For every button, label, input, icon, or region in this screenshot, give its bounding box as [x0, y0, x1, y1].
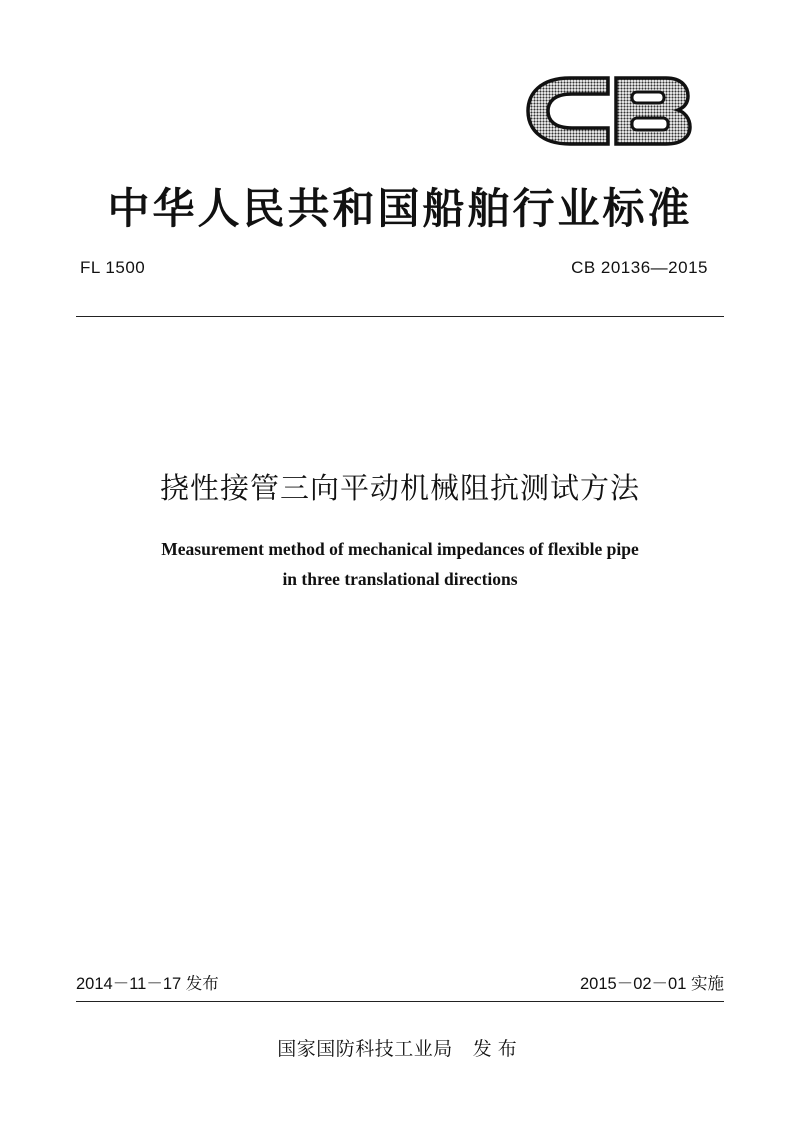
standard-category-title: 中华人民共和国船舶行业标准 — [107, 184, 693, 233]
english-title-line-1: Measurement method of mechanical impedances of flexible pipe — [161, 539, 639, 559]
document-title-english — [60, 534, 740, 594]
publisher-line — [0, 1034, 800, 1061]
english-title-line-2: in three translational directions — [282, 569, 518, 589]
classification-code: FL 1500 — [80, 258, 146, 277]
header-divider — [76, 316, 724, 317]
standard-number: CB 20136—2015 — [571, 258, 708, 277]
publisher-action: 发布 — [472, 1038, 523, 1060]
issue-date: 2014－11－17 发布 — [76, 975, 219, 993]
publisher-organization: 国家国防科技工业局 — [277, 1038, 453, 1060]
implementation-date: 2015－02－01 实施 — [580, 975, 724, 993]
document-title-chinese: 挠性接管三向平动机械阻抗测试方法 — [159, 471, 640, 505]
cb-logo-icon — [524, 72, 692, 150]
footer-divider — [76, 1001, 724, 1002]
